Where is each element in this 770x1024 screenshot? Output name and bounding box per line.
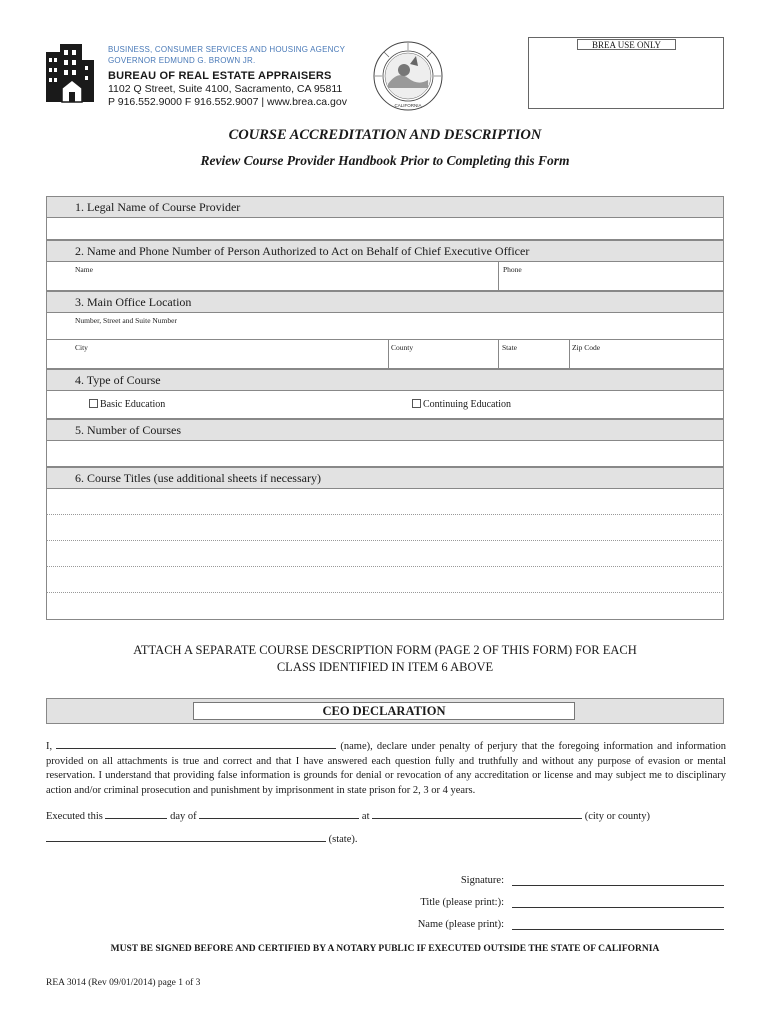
executed-line xyxy=(46,808,650,822)
executed-month-line[interactable] xyxy=(199,808,359,819)
attach-notice-line-1: ATTACH A SEPARATE COURSE DESCRIPTION FORM (PAGE 2 OF THIS FORM) FOR EACH xyxy=(133,643,637,657)
form-footer: REA 3014 (Rev 09/01/2014) page 1 of 3 xyxy=(46,978,201,988)
printed-name-line[interactable] xyxy=(512,929,724,930)
seal-text: CALIFORNIA xyxy=(394,103,422,108)
bureau-contact: P 916.552.9000 F 916.552.9007 | www.brea.ca.gov xyxy=(108,96,347,108)
basic-education-checkbox[interactable] xyxy=(89,399,98,408)
county-field[interactable] xyxy=(389,340,497,368)
zip-label: Zip Code xyxy=(572,343,601,352)
bureau-name: BUREAU OF REAL ESTATE APPRAISERS xyxy=(108,70,332,82)
executed-this-label: Executed this xyxy=(46,811,103,822)
state-label: State xyxy=(502,343,517,352)
legal-name-field[interactable] xyxy=(46,218,724,240)
phone-label: Phone xyxy=(503,265,522,274)
declaration-text: (name), declare under penalty of perjury that the foregoing information and information provided on all attachments is true and correct and that I have answered each question fully and truthfully and without any purpose of evasion or mental reservation. I understand that providing false information is grounds for denial or revocation of any accreditation or license and may subject me to disciplinary action and/or criminal prosecution and punishment by imprisonment in state prison for 2, 3 or 4 years. xyxy=(46,741,726,796)
number-of-courses-field[interactable] xyxy=(46,441,724,467)
declaration-paragraph xyxy=(46,738,726,798)
course-title-line-1[interactable] xyxy=(46,489,724,515)
course-title-line-3[interactable] xyxy=(46,541,724,567)
brea-use-only-box xyxy=(528,37,724,109)
course-title-line-2[interactable] xyxy=(46,515,724,541)
title-label: Title (please print:): xyxy=(420,897,504,908)
declaration-i: I, xyxy=(46,741,53,752)
signature-label: Signature: xyxy=(460,875,504,886)
state-seal-icon xyxy=(372,40,444,112)
attach-notice-line-2: CLASS IDENTIFIED IN ITEM 6 ABOVE xyxy=(276,660,494,674)
basic-education-option[interactable] xyxy=(89,399,165,410)
city-label: City xyxy=(75,343,88,352)
course-title-line-5[interactable] xyxy=(46,593,724,620)
authorized-person-row xyxy=(46,262,724,291)
brea-logo-icon xyxy=(38,42,98,106)
section-3-header: 3. Main Office Location xyxy=(46,291,724,313)
city-field[interactable] xyxy=(47,340,388,368)
day-of-label: day of xyxy=(170,811,197,822)
notary-notice: MUST BE SIGNED BEFORE AND CERTIFIED BY A NOTARY PUBLIC IF EXECUTED OUTSIDE THE STATE OF CALIFORNIA xyxy=(110,944,660,954)
zip-field[interactable] xyxy=(570,340,723,368)
continuing-education-option[interactable] xyxy=(412,399,511,410)
agency-line: BUSINESS, CONSUMER SERVICES AND HOUSING AGENCY xyxy=(108,45,346,54)
course-title-line-4[interactable] xyxy=(46,567,724,593)
executed-state-line[interactable] xyxy=(46,831,326,842)
brea-use-only-label: BREA USE ONLY xyxy=(577,39,676,50)
governor-line: GOVERNOR EDMUND G. BROWN JR. xyxy=(108,56,256,65)
street-field[interactable] xyxy=(46,313,724,340)
basic-education-label: Basic Education xyxy=(100,399,166,410)
section-1-header: 1. Legal Name of Course Provider xyxy=(46,196,724,218)
signature-line[interactable] xyxy=(512,885,724,886)
declarant-name-line[interactable] xyxy=(56,738,336,749)
authorized-name-field[interactable] xyxy=(47,262,498,290)
authorized-phone-field[interactable] xyxy=(499,262,723,290)
continuing-education-label: Continuing Education xyxy=(423,399,512,410)
ceo-declaration-title: CEO DECLARATION xyxy=(193,702,575,720)
title-line[interactable] xyxy=(512,907,724,908)
section-4-header: 4. Type of Course xyxy=(46,369,724,391)
city-row xyxy=(46,340,724,369)
executed-city-line[interactable] xyxy=(372,808,582,819)
bureau-address: 1102 Q Street, Suite 4100, Sacramento, CA 95811 xyxy=(108,83,343,95)
city-or-county-label: (city or county) xyxy=(584,811,651,822)
state-field[interactable] xyxy=(499,340,569,368)
ceo-declaration-bar xyxy=(46,698,724,724)
form-subtitle: Review Course Provider Handbook Prior to Completing this Form xyxy=(200,153,570,168)
course-type-row xyxy=(46,391,724,419)
executed-day-line[interactable] xyxy=(105,808,167,819)
name-label: Name xyxy=(75,265,93,274)
county-label: County xyxy=(391,343,414,352)
continuing-education-checkbox[interactable] xyxy=(412,399,421,408)
state-suffix-label: (state). xyxy=(328,834,358,845)
state-line xyxy=(46,831,358,845)
street-label: Number, Street and Suite Number xyxy=(75,316,177,325)
printed-name-label: Name (please print): xyxy=(417,919,504,930)
at-label: at xyxy=(361,811,370,822)
section-5-header: 5. Number of Courses xyxy=(46,419,724,441)
section-6-header: 6. Course Titles (use additional sheets if necessary) xyxy=(46,467,724,489)
section-2-header: 2. Name and Phone Number of Person Authorized to Act on Behalf of Chief Executive Officer xyxy=(46,240,724,262)
form-title: COURSE ACCREDITATION AND DESCRIPTION xyxy=(228,127,542,143)
